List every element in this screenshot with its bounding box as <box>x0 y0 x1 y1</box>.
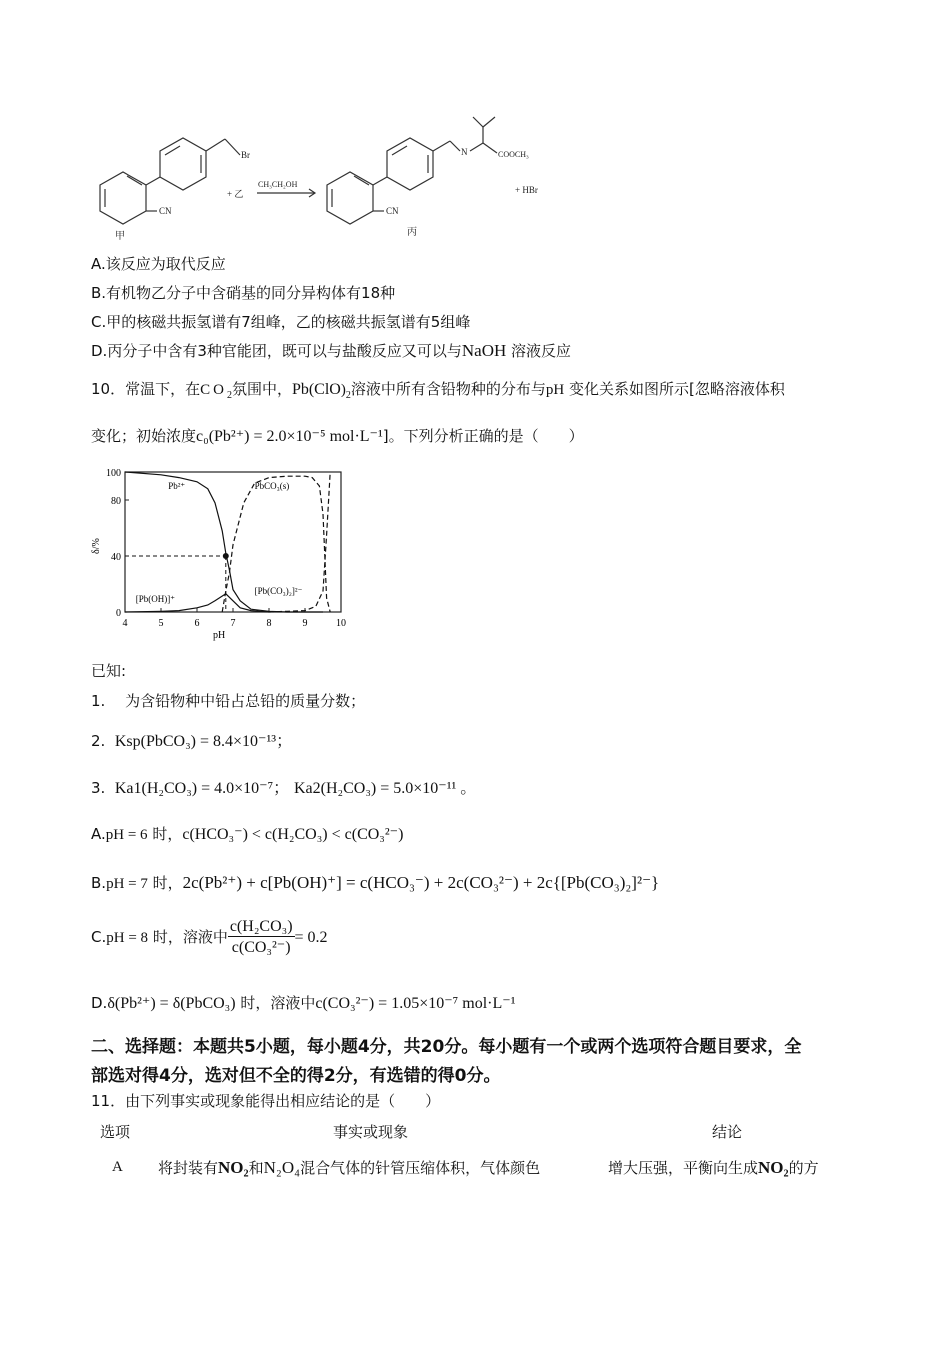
x-tick-label: 9 <box>302 618 308 629</box>
nh-label: N <box>461 147 468 157</box>
plus-yi: + 乙 <box>227 189 244 199</box>
x-tick-label: 6 <box>194 618 200 629</box>
q11-header-option: 选项 <box>100 1123 131 1141</box>
q11-row-a-fact: 将封装有NO₂和N₂O₄混合气体的针管压缩体积，气体颜色 <box>158 1158 541 1177</box>
x-tick-label: 10 <box>336 618 346 629</box>
q10-stem-line1: 10．常温下，在$CO_2$氛围中，$Pb(ClO)_2$溶液中所有含铅物种的分布与pH 变化关系如图所示[忽略溶液体积 <box>91 380 785 401</box>
q9-option-b: B.有机物乙分子中含硝基的同分异构体有18种 <box>91 284 396 302</box>
q10-option-b: B.pH = 7 时，2c(Pb²⁺) + c[Pb(OH)⁺] = c(HCO₃⁻) + 2c(CO₃²⁻) + 2c{[Pb(CO₃)₂]²⁻} <box>91 873 660 892</box>
y-tick-label: 40 <box>111 552 121 563</box>
jia-ring-lower <box>100 172 146 224</box>
y-tick-label: 80 <box>111 496 121 507</box>
q10-option-d: D.δ(Pb²⁺) = δ(PbCO₃) 时，溶液中c(CO₃²⁻) = 1.05×10⁻⁷ mol·L⁻¹ <box>91 994 516 1012</box>
q11-header-fact: 事实或现象 <box>333 1123 409 1141</box>
q11-row-a-conclusion: 增大压强，平衡向生成NO₂的方 <box>608 1158 819 1177</box>
hbr-label: + HBr <box>515 185 538 195</box>
known-title: 已知: <box>91 662 127 680</box>
q11-row-a-option: A <box>112 1159 123 1175</box>
cn-label-bing: CN <box>386 206 399 216</box>
x-axis-label: pH <box>213 630 226 641</box>
label-jia: 甲 <box>115 231 125 242</box>
q9-option-c: C.甲的核磁共振氢谱有7组峰，乙的核磁共振氢谱有5组峰 <box>91 313 471 331</box>
x-tick-label: 4 <box>122 618 128 629</box>
y-axis-label: δ/% <box>91 538 102 554</box>
known-item-3: 3. Ka1(H₂CO₃) = 4.0×10⁻⁷； Ka2(H₂CO₃) = 5.0×10⁻¹¹ 。 <box>91 779 477 797</box>
reagent-label: CH₃CH₂OH <box>258 180 298 189</box>
q11-stem: 11．由下列事实或现象能得出相应结论的是（ ） <box>91 1092 441 1110</box>
x-tick-label: 7 <box>230 618 236 629</box>
q10-option-a: A.pH = 6 时，c(HCO₃⁻) < c(H₂CO₃) < c(CO₃²⁻) <box>91 825 404 843</box>
br-label: Br <box>241 150 250 160</box>
ester-label: COOCH₃ <box>498 150 529 159</box>
q10-option-c: C.pH = 8 时，溶液中 $\frac{\text{c(H₂CO₃)}}{\text{c(CO₃²⁻)}}$ = 0.2 <box>91 918 328 956</box>
section2-line2: 部选对得4分，选对但不全的得2分，有选错的得0分。 <box>91 1066 501 1086</box>
y-tick-label: 0 <box>116 608 121 619</box>
x-tick-label: 5 <box>158 618 164 629</box>
y-tick-label: 100 <box>106 468 121 479</box>
reaction-scheme <box>85 105 565 245</box>
x-tick-label: 8 <box>266 618 272 629</box>
series-annotation: [Pb(CO₃)₂]²⁻ <box>254 585 303 596</box>
jia-ring-upper <box>160 138 206 190</box>
intersection-point <box>223 553 229 559</box>
series-annotation: PbCO₃(s) <box>254 480 290 491</box>
known-item-1: 1. 为含铅物种中铅占总铅的质量分数； <box>91 692 366 710</box>
known-item-2: 2. Ksp(PbCO₃) = 8.4×10⁻¹³； <box>91 732 293 750</box>
section2-line1: 二、选择题：本题共5小题，每小题4分，共20分。每小题有一个或两个选项符合题目要求，全 <box>91 1037 802 1057</box>
bing-ring-lower <box>327 172 373 224</box>
series-annotation: Pb²⁺ <box>168 480 186 491</box>
q11-header-conclusion: 结论 <box>712 1123 743 1141</box>
q9-option-a: A.该反应为取代反应 <box>91 255 226 273</box>
cn-label-jia: CN <box>159 206 172 216</box>
distribution-chart <box>85 460 360 650</box>
q10-stem-line2: 变化；初始浓度c₀(Pb²⁺) = 2.0×10⁻⁵ mol·L⁻¹]。下列分析正确的是（ ） <box>91 427 584 445</box>
q9-option-d: D.丙分子中含有3种官能团，既可以与盐酸反应又可以与NaOH 溶液反应 <box>91 341 572 360</box>
series-annotation: [Pb(OH)]⁺ <box>135 594 176 605</box>
bing-ring-upper <box>387 138 433 190</box>
plot-frame <box>125 472 341 612</box>
label-bing: 丙 <box>407 227 417 238</box>
